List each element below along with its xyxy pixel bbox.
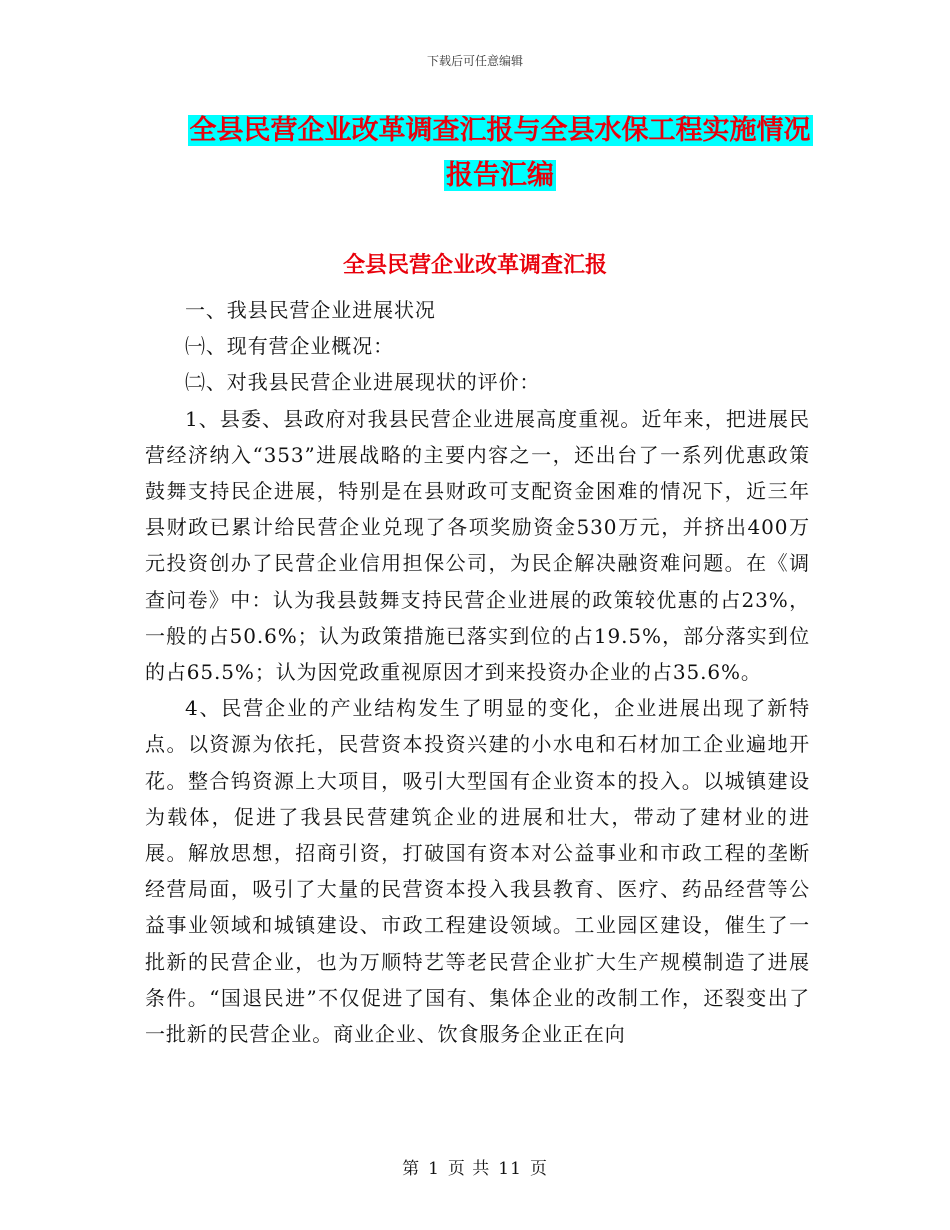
document-body	[145, 292, 810, 1052]
current-page: 1	[428, 1159, 440, 1179]
title-line-2: 报告汇编	[446, 160, 554, 191]
footer-prefix: 第	[402, 1159, 421, 1179]
title-line-1: 全县民营企业改革调查汇报与全县水保工程实施情况	[189, 115, 811, 146]
footer-suffix: 页	[529, 1159, 548, 1179]
heading-1: 一、我县民营企业进展状况	[185, 298, 436, 322]
paragraph-1: 1、县委、县政府对我县民营企业进展高度重视。近年来，把进展民营经济纳入“353”进展战略的主要内容之一，还出台了一系列优惠政策鼓舞支持民企进展，特别是在县财政可支配资金困难的情况下，近三年县财政已累计给民营企业兑现了各项奖励资金530万元，并挤出400万元投资创办了民营企业信用担保公司，为民企解决融资难问题。在《调查问卷》中：认为我县鼓舞支持民营企业进展的政策较优惠的占23%，一般的占50.6%；认为政策措施已落实到位的占19.5%，部分落实到位的占65.5%；认为因党政重视原因才到来投资办企业的占35.6%。	[145, 406, 810, 685]
document-title	[150, 108, 850, 198]
total-pages: 11	[498, 1159, 522, 1179]
subheading-2: ㈡、对我县民营企业进展现状的评价：	[185, 370, 541, 395]
footer-mid: 页 共	[447, 1159, 491, 1179]
section-title: 全县民营企业改革调查汇报	[342, 252, 607, 278]
header-note: 下载后可任意编辑	[426, 54, 523, 68]
paragraph-4: 4、民营企业的产业结构发生了明显的变化，企业进展出现了新特点。以资源为依托，民营资本投资兴建的小水电和石材加工企业遍地开花。整合钨资源上大项目，吸引大型国有企业资本的投入。以城镇建设为载体，促进了我县民营建筑企业的进展和壮大，带动了建材业的进展。解放思想，招商引资，打破国有资本对公益事业和市政工程的垄断经营局面，吸引了大量的民营资本投入我县教育、医疗、药品经营等公益事业领域和城镇建设、市政工程建设领域。工业园区建设，催生了一批新的民营企业，也为万顺特艺等老民营企业扩大生产规模制造了进展条件。“国退民进”不仅促进了国有、集体企业的改制工作，还裂变出了一批新的民营企业。商业企业、饮食服务企业正在向	[145, 696, 810, 1047]
page-footer	[0, 1154, 950, 1179]
subheading-1: ㈠、现有营企业概况：	[185, 334, 394, 359]
